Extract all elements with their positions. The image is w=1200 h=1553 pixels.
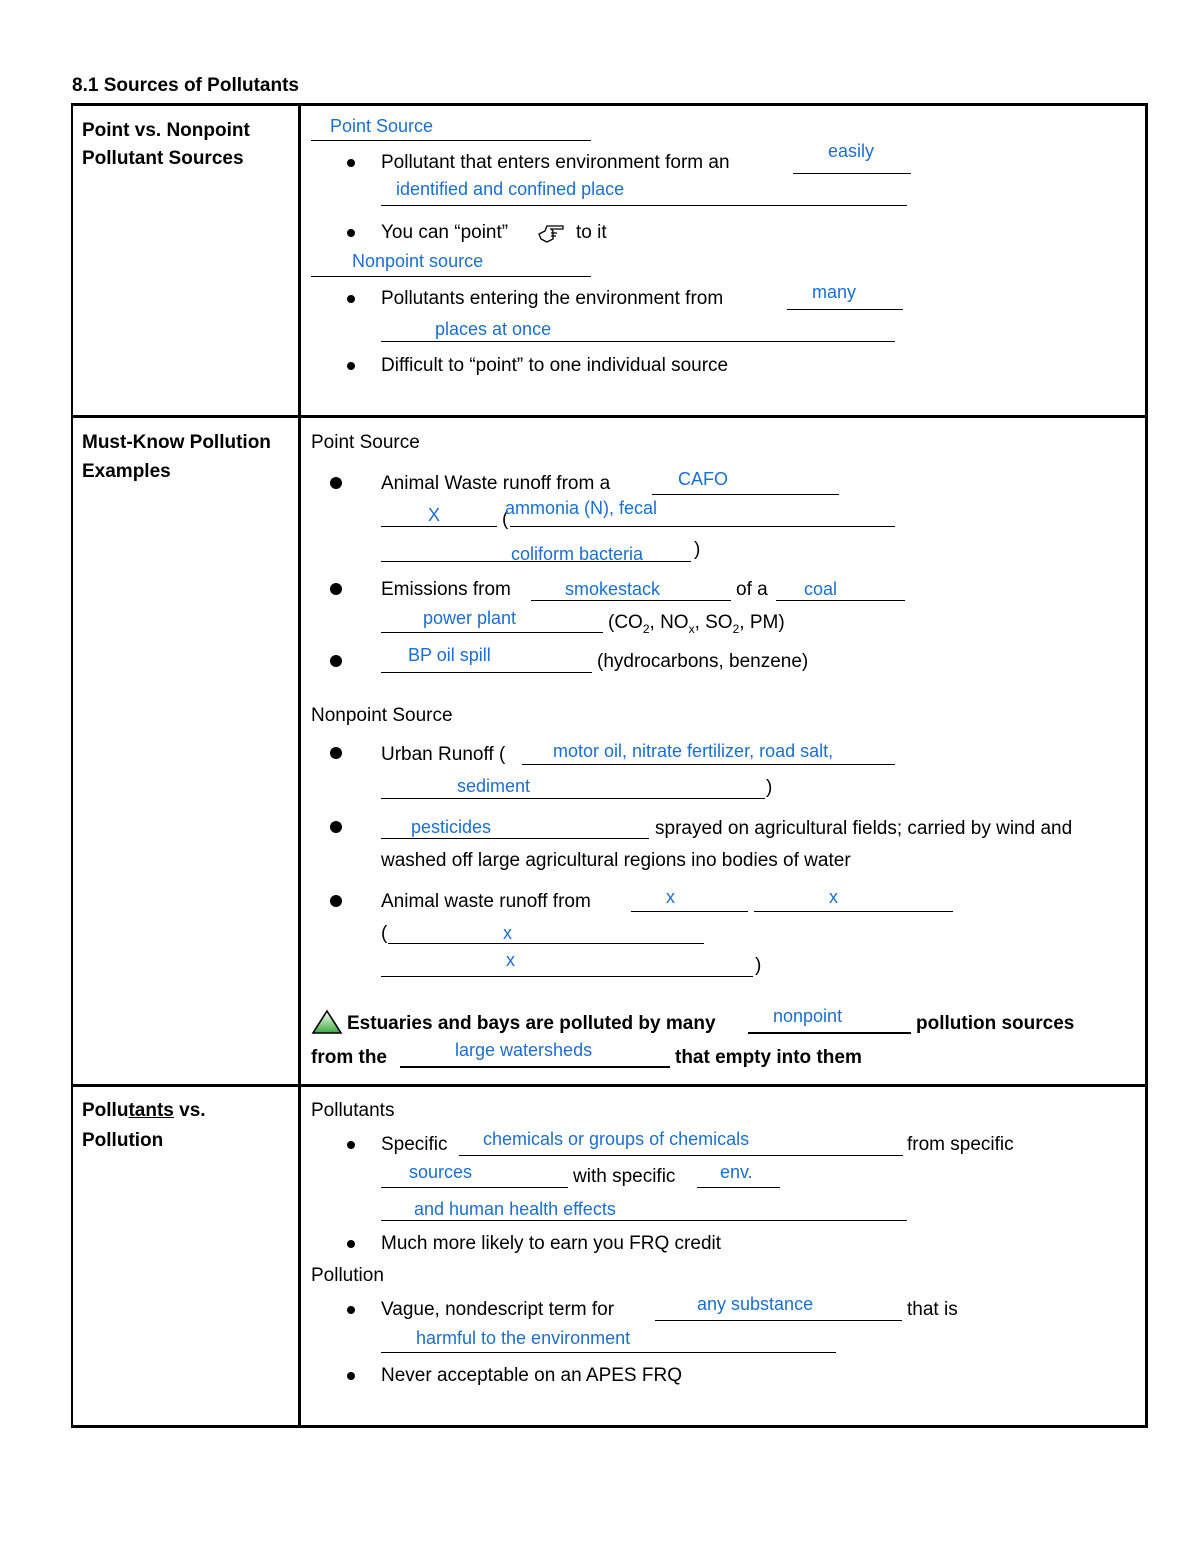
page-title: 8.1 Sources of Pollutants: [72, 75, 299, 96]
row-label: Pollutant Sources: [82, 148, 244, 169]
bullet-text: Emissions from: [381, 579, 511, 600]
bullet-text: Never acceptable on an APES FRQ: [381, 1365, 682, 1386]
answer-easily: easily: [828, 141, 875, 161]
answer-x: X: [428, 505, 441, 525]
answer-x: x: [503, 923, 512, 943]
answer-power-plant: power plant: [423, 608, 517, 628]
bullet-text: Pollutants entering the environment from: [381, 288, 724, 309]
bullet-text: sprayed on agricultural fields; carried by wind and: [655, 818, 1073, 839]
bullet-text: with specific: [573, 1166, 676, 1187]
bullet-text: to it: [576, 222, 607, 243]
answer-nonpoint-source: Nonpoint source: [352, 251, 484, 271]
bullet: [347, 1141, 355, 1149]
answer-x: x: [829, 887, 838, 907]
answer-x: x: [506, 950, 515, 970]
bullet-text: Much more likely to earn you FRQ credit: [381, 1233, 722, 1254]
bullet-text: Vague, nondescript term for: [381, 1299, 615, 1320]
answer-watersheds: large watersheds: [455, 1040, 593, 1060]
answer-smokestack: smokestack: [565, 579, 661, 599]
answer-ammonia: ammonia (N), fecal: [505, 498, 658, 518]
callout-text: Estuaries and bays are polluted by many: [347, 1013, 716, 1034]
paren: ): [694, 539, 701, 560]
bullet-text: that is: [907, 1299, 958, 1320]
answer-x: x: [666, 887, 675, 907]
bullet-text: Pollutant that enters environment form an: [381, 152, 730, 173]
answer-many: many: [812, 282, 857, 302]
bullet-text: from specific: [907, 1134, 1014, 1155]
section-heading: Pollution: [311, 1265, 384, 1286]
bullet-text: washed off large agricultural regions ino bodies of water: [381, 850, 851, 871]
row-label: Point vs. Nonpoint: [82, 120, 250, 141]
answer-motor-oil: motor oil, nitrate fertilizer, road salt,: [553, 741, 834, 761]
answer-any-substance: any substance: [697, 1294, 814, 1314]
bullet-text: Specific: [381, 1134, 448, 1155]
callout-text: from the: [311, 1047, 387, 1068]
bullet: [330, 821, 342, 833]
section-heading: Pollutants: [311, 1100, 395, 1121]
answer-coliform: coliform bacteria: [511, 544, 644, 564]
paren: ): [766, 777, 773, 798]
bullet: [347, 1240, 355, 1248]
answer-nonpoint: nonpoint: [773, 1006, 843, 1026]
warning-triangle-icon: [311, 1009, 343, 1035]
answer-env: env.: [720, 1162, 753, 1182]
bullet-text: Difficult to “point” to one individual source: [381, 355, 729, 376]
answer-pesticides: pesticides: [411, 817, 492, 837]
answer-harmful: harmful to the environment: [416, 1328, 631, 1348]
bullet: [330, 747, 342, 759]
bullet-text: of a: [736, 579, 768, 600]
bullet-text: You can “point”: [381, 222, 509, 243]
callout-text: that empty into them: [675, 1047, 862, 1068]
section-heading: Nonpoint Source: [311, 705, 453, 726]
callout-text: pollution sources: [916, 1013, 1075, 1034]
bullet: [347, 159, 355, 167]
row-label: Must-Know Pollution: [82, 432, 271, 453]
answer-point-source: Point Source: [330, 116, 434, 136]
row-label: Pollution: [82, 1130, 164, 1151]
bullet: [330, 477, 342, 489]
paren: (: [502, 509, 509, 530]
bullet: [330, 583, 342, 595]
bullet: [347, 1372, 355, 1380]
row-label: Examples: [82, 461, 171, 482]
emissions-list: ($CO_2$, $NO_x$, $SO_2$, PM): [608, 612, 785, 636]
answer-chemicals: chemicals or groups of chemicals: [483, 1129, 750, 1149]
answer-sediment: sediment: [457, 776, 531, 796]
row-label: Pollutants vs.: [82, 1100, 206, 1121]
bullet: [347, 229, 355, 237]
bullet: [347, 295, 355, 303]
bullet: [347, 1306, 355, 1314]
answer-identified: identified and confined place: [396, 179, 625, 199]
section-heading: Point Source: [311, 432, 420, 453]
bullet-text: Animal Waste runoff from a: [381, 473, 611, 494]
paren: ): [755, 955, 762, 976]
answer-bp-oil-spill: BP oil spill: [408, 645, 491, 665]
answer-cafo: CAFO: [678, 469, 729, 489]
answer-sources: sources: [409, 1162, 473, 1182]
pointing-hand-icon: [537, 222, 567, 246]
paren: (: [381, 923, 388, 944]
answer-health-effects: and human health effects: [414, 1199, 616, 1219]
bullet-text: Animal waste runoff from: [381, 891, 591, 912]
bullet: [347, 362, 355, 370]
bullet-text: Urban Runoff (: [381, 744, 506, 765]
bullet-text: (hydrocarbons, benzene): [597, 651, 809, 672]
answer-places: places at once: [435, 319, 552, 339]
answer-coal: coal: [804, 579, 838, 599]
bullet: [330, 655, 342, 667]
bullet: [330, 895, 342, 907]
